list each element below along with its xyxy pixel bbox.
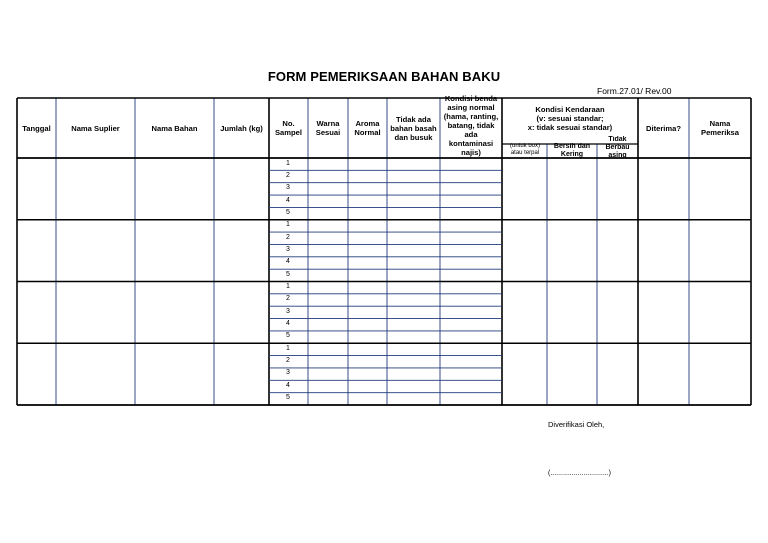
subheader-tidak-berbau: Tidak Berbau asing <box>605 136 630 159</box>
sample-number: 1 <box>286 221 290 229</box>
sample-number: 2 <box>286 233 290 241</box>
subheader-box-terpal: (untuk box) atau terpal <box>509 143 540 156</box>
sample-number: 5 <box>286 394 290 402</box>
sample-number: 4 <box>286 320 290 328</box>
signature-line: (..............................) <box>548 470 612 477</box>
header-diterima: Diterima? <box>645 123 682 133</box>
sample-number: 4 <box>286 196 290 204</box>
sample-number: 1 <box>286 159 290 167</box>
header-warna-sesuai: Warna Sesuai <box>315 119 341 137</box>
header-aroma-normal: Aroma Normal <box>354 119 381 137</box>
header-no-sampel: No. Sampel <box>274 119 302 137</box>
header-benda-asing: Kondisi benda asing normal (hama, ranting, batang, tidak ada kontaminasi najis) <box>443 93 499 157</box>
sample-number: 5 <box>286 332 290 340</box>
header-nama-bahan: Nama Bahan <box>151 123 198 133</box>
sample-number: 4 <box>286 381 290 389</box>
header-kondisi-kendaraan: Kondisi Kendaraan (v: sesuai standar; x: tidak sesuai standar) <box>527 104 613 132</box>
sample-number: 1 <box>286 283 290 290</box>
sample-number: 5 <box>286 208 290 216</box>
sample-number: 4 <box>286 258 290 266</box>
form-number: Form.27.01/ Rev.00 <box>597 86 672 96</box>
sample-number: 2 <box>286 295 290 303</box>
header-jumlah: Jumlah (kg) <box>220 123 263 133</box>
header-nama-suplier: Nama Suplier <box>71 123 120 133</box>
verified-by-label: Diverifikasi Oleh, <box>548 420 605 429</box>
subheader-bersih-kering: Bersih dan Kering <box>553 143 591 158</box>
sample-number: 3 <box>286 245 290 253</box>
header-tanggal: Tanggal <box>22 123 51 133</box>
sample-number: 3 <box>286 184 290 192</box>
sample-number: 2 <box>286 357 290 365</box>
header-tidak-basah-busuk: Tidak ada bahan basah dan busuk <box>390 114 437 142</box>
sample-number: 3 <box>286 369 290 377</box>
sample-number: 5 <box>286 270 290 278</box>
form-title: FORM PEMERIKSAAN BAHAN BAKU <box>267 69 501 84</box>
sample-number: 1 <box>286 344 290 352</box>
sample-number: 2 <box>286 171 290 179</box>
header-nama-pemeriksa: Nama Pemeriksa <box>701 119 739 137</box>
sample-number: 3 <box>286 307 290 315</box>
